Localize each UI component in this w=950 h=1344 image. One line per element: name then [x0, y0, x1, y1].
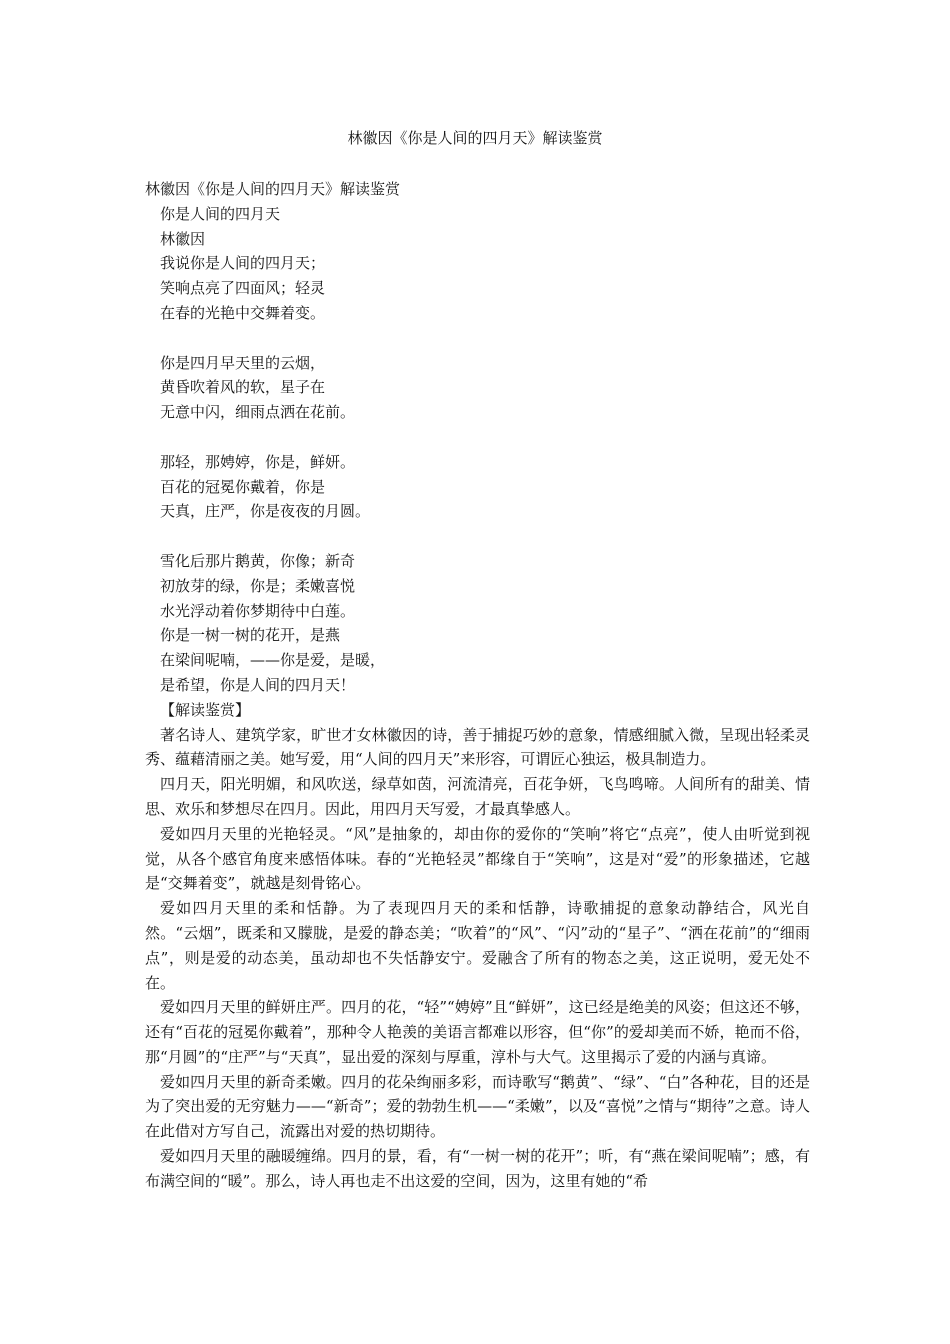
poem-author: 林徽因	[160, 229, 206, 248]
stanza-spacer	[145, 425, 810, 450]
poem-line: 百花的冠冕你戴着，你是	[160, 477, 326, 496]
poem-line: 在梁间呢喃，——你是爱，是暖，	[160, 651, 386, 670]
analysis-paragraph: 四月天，阳光明媚，和风吹送，绿草如茵，河流清亮，百花争妍，飞鸟鸣啼。人间所有的甜美、情思、欢乐和梦想尽在四月。因此，用四月天写爱，才最真挚感人。	[145, 775, 810, 818]
analysis-paragraph: 爱如四月天里的融暖缠绵。四月的景，看，有“一树一树的花开”；听，有“燕在梁间呢喃”；感，有布满空间的“暖”。那么，诗人再也走不出这爱的空间，因为，这里有她的“希	[145, 1147, 810, 1190]
poem-stanza-4	[145, 549, 810, 698]
poem-line: 雪化后那片鹅黄，你像；新奇	[160, 551, 356, 570]
poem-line: 在春的光艳中交舞着变。	[160, 303, 326, 322]
document-body	[145, 177, 810, 1194]
analysis-paragraph: 著名诗人、建筑学家，旷世才女林徽因的诗，善于捕捉巧妙的意象，情感细腻入微，呈现出轻柔灵秀、蕴藉清丽之美。她写爱，用“人间的四月天”来形容，可谓匠心独运，极具制造力。	[145, 725, 810, 769]
poem-stanza-2	[145, 351, 810, 425]
article-heading: 林徽因《你是人间的四月天》解读鉴赏	[145, 180, 401, 198]
poem-line: 水光浮动着你梦期待中白莲。	[160, 601, 356, 620]
analysis-paragraph: 爱如四月天里的光艳轻灵。“风”是抽象的，却由你的爱你的“笑响”将它“点亮”，使人由听觉到视觉，从各个感官角度来感悟体味。春的“光艳轻灵”都缘自于“笑响”，这是对“爱”的形象描述，它越是“交舞着变”，就越是刻骨铭心。	[145, 824, 810, 893]
poem-title: 你是人间的四月天	[160, 204, 281, 223]
poem-line: 那轻，那娉婷，你是，鲜妍。	[160, 452, 356, 471]
poem-line: 初放芽的绿，你是；柔嫩喜悦	[160, 576, 356, 595]
analysis-paragraph: 爱如四月天里的新奇柔嫩。四月的花朵绚丽多彩，而诗歌写“鹅黄”、“绿”、“白”各种花，目的还是为了突出爱的无穷魅力——“新奇”；爱的勃勃生机——“柔嫩”，以及“喜悦”之情与“期待”之意。诗人在此借对方写自己，流露出对爱的热切期待。	[145, 1072, 810, 1141]
analysis-paragraph: 爱如四月天里的鲜妍庄严。四月的花，“轻”“娉婷”且“鲜妍”，这已经是绝美的风姿；但这还不够，还有“百花的冠冕你戴着”，那种令人艳羡的美语言都难以形容，但“你”的爱却美而不娇，艳而不俗，那“月圆”的“庄严”与“天真”，显出爱的深刻与厚重，淳朴与大气。这里揭示了爱的内涵与真谛。	[145, 998, 810, 1066]
section-label: 【解读鉴赏】	[160, 700, 251, 719]
analysis-paragraph: 爱如四月天里的柔和恬静。为了表现四月天的柔和恬静，诗歌捕捉的意象动静结合，风光自然。“云烟”，既柔和又朦胧，是爱的静态美；“吹着”的“风”、“闪”动的“星子”、“洒在花前”的“细雨点”，则是爱的动态美，虽动却也不失恬静安宁。爱融含了所有的物态之美，这正说明，爱无处不在。	[145, 899, 810, 992]
poem-stanza-3	[145, 450, 810, 524]
stanza-spacer	[145, 326, 810, 351]
stanza-spacer	[145, 524, 810, 549]
poem-line: 我说你是人间的四月天；	[160, 254, 326, 273]
poem-line: 笑响点亮了四面风；轻灵	[160, 279, 326, 298]
poem-stanza-1	[145, 251, 810, 325]
poem-line: 是希望，你是人间的四月天！	[160, 675, 356, 694]
poem-line: 天真，庄严，你是夜夜的月圆。	[160, 502, 371, 521]
poem-line: 你是四月早天里的云烟，	[160, 353, 326, 372]
document-title: 林徽因《你是人间的四月天》解读鉴赏	[347, 129, 603, 147]
poem-line: 你是一树一树的花开，是燕	[160, 626, 341, 645]
poem-line: 无意中闪，细雨点洒在花前。	[160, 403, 356, 422]
poem-line: 黄昏吹着风的软，星子在	[160, 378, 326, 397]
